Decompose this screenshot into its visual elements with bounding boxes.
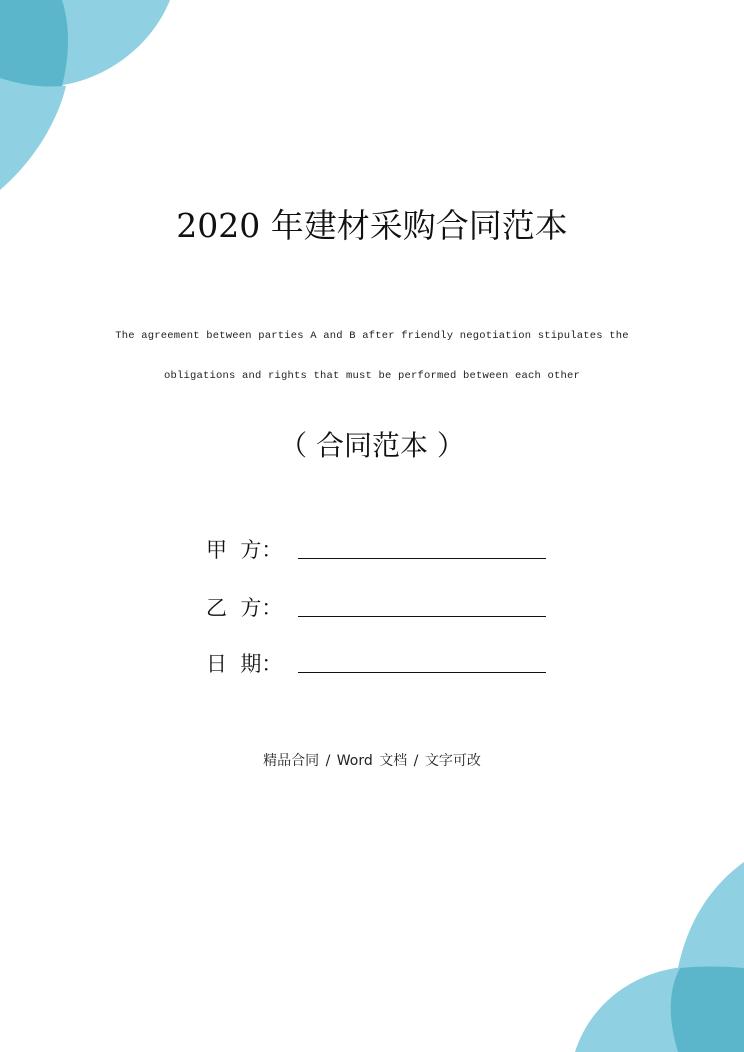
date-blank-line[interactable] bbox=[298, 672, 546, 673]
bottom-right-decoration bbox=[575, 862, 744, 1052]
top-left-dark-overlap bbox=[0, 0, 68, 87]
subtitle-line-1: The agreement between parties A and B after friendly negotiation stipulates the bbox=[115, 330, 629, 342]
subtitle-line-2: obligations and rights that must be performed between each other bbox=[163, 370, 581, 382]
document-title: 2020 年建材采购合同范本 bbox=[176, 206, 568, 245]
party-b-blank-line[interactable] bbox=[298, 616, 546, 617]
bottom-right-dark-overlap bbox=[671, 967, 744, 1052]
party-a-blank-line[interactable] bbox=[298, 558, 546, 559]
document-type-label: （ 合同范本 ） bbox=[279, 429, 465, 462]
date-label: 日 期： bbox=[206, 652, 283, 676]
bottom-right-upper-circle bbox=[678, 862, 744, 968]
top-left-decoration bbox=[0, 0, 170, 190]
party-a-label: 甲 方： bbox=[206, 538, 283, 562]
footer-note: 精品合同 / Word 文档 / 文字可改 bbox=[263, 753, 481, 769]
party-b-label: 乙 方： bbox=[206, 596, 283, 620]
